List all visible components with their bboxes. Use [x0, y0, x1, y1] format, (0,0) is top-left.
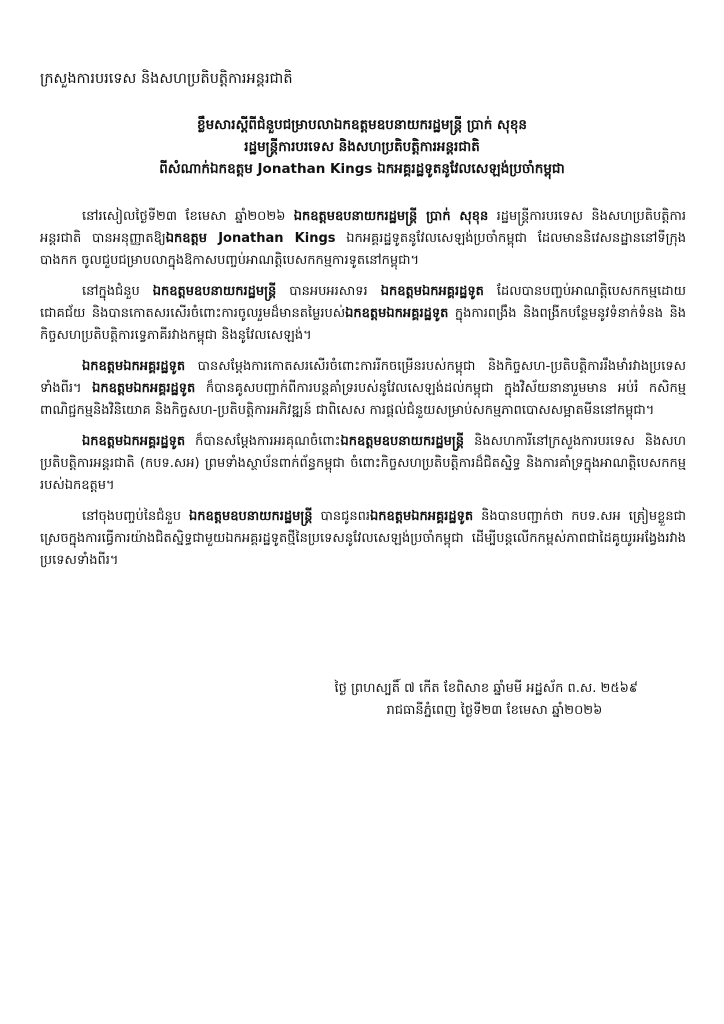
p2-text-c: បានអបអរសាទរ [276, 284, 381, 299]
p5-text-a: នៅចុងបញ្ចប់នៃជំនួប [82, 509, 189, 524]
p3-bold-c: ឯកឧត្តមឯកអគ្គរដ្ឋទូត [92, 381, 196, 396]
p5-bold-d: ឯកឧត្តមឯកអគ្គរដ្ឋទូត [369, 509, 474, 524]
p1-text-e: ឯកអគ្គរដ្ឋទូតនូវែលសេឡង់ប្រចាំកម្ពុជា ដែលមាននិវេសនដ្ឋាននៅទីក្រុងបាងកក ចូលជួបជម្រាបលាក្នុងឱកាសបញ្ចប់អាណត្តិបេសកកម្មការទូតនៅកម្ពុជា។ [40, 231, 686, 268]
p3-text-d: ក៏បានគូសបញ្ជាក់ពីការបន្តគាំទ្ររបស់នូវែលសេឡង់ដល់កម្ពុជា ក្នុងវិស័យនានារួមមាន អប់រំ កសិកម្ម ពាណិជ្ជកម្មនិងវិនិយោគ និងកិច្ចសហ-ប្រតិបត្តិការអភិវឌ្ឍន៍ ជាពិសេស ការផ្តល់ជំនួយសម្រាប់សកម្មភាពបោសសម្អាតមីននៅកម្ពុជា។ [40, 381, 686, 418]
p2-bold-d: ឯកឧត្តមឯកអគ្គរដ្ឋទូត [380, 284, 484, 299]
document-body [40, 206, 686, 581]
paragraph-3 [40, 356, 686, 422]
p5-text-c: បានជូនពរ [312, 509, 370, 524]
p1-text-c: រដ្ឋមន្ត្រីការបរទេស និងសហប្រតិបត្តិការអន្តរជាតិ បានអនុញ្ញាតឱ្យ [40, 209, 686, 246]
p1-text-a: នៅរសៀលថ្ងៃទី២៣ ខែមេសា ឆ្នាំ២០២៦ [82, 209, 294, 224]
p2-text-g: ក្នុងការពង្រឹង និងពង្រីកបន្ថែមនូវទំនាក់ទំនង និងកិច្ចសហប្រតិបត្តិការទ្វេភាគីរវាងកម្ពុជា និងនូវែលសេឡង់។ [40, 306, 686, 343]
date-place: រាជធានីភ្នំពេញ ថ្ងៃទី២៣ ខែមេសា ឆ្នាំ២០២៦ [386, 703, 603, 718]
p5-bold-b: ឯកឧត្តមឧបនាយករដ្ឋមន្ត្រី [188, 509, 313, 524]
p2-bold-f: ឯកឧត្តមឯកអគ្គរដ្ឋទូត [345, 306, 449, 321]
p5-text-e: និងបានបញ្ជាក់ថា កបទ.សអ ត្រៀមខ្លួនជាស្រេចក្នុងការធ្វើការយ៉ាងជិតស្និទ្ធជាមួយឯកអគ្គរដ្ឋទូតថ្មីនៃប្រទេសនូវែលសេឡង់ប្រចាំកម្ពុជា ដើម្បីបន្តលើកកម្ពស់ភាពជាដៃគូយូរអង្វែងរវាងប្រទេសទាំងពីរ។ [40, 509, 686, 568]
p4-bold-c: ឯកឧត្តមឧបនាយករដ្ឋមន្ត្រី [340, 434, 465, 449]
title-line-2: រដ្ឋមន្ត្រីការបរទេស និងសហប្រតិបត្តិការអន្តរជាតិ [244, 139, 480, 155]
p4-text-d: និងសហការីនៅក្រសួងការបរទេស និងសហប្រតិបត្តិការអន្តរជាតិ (កបទ.សអ) ព្រមទាំងស្ថាប័នពាក់ព័ន្ធកម្ពុជា ចំពោះកិច្ចសហប្រតិបត្តិការដ៏ជិតស្និទ្ធ និងការគាំទ្រក្នុងអាណត្តិបេសកកម្មរបស់ឯកឧត្តម។ [40, 434, 686, 493]
p1-bold-d: ឯកឧត្តម Jonathan Kings [165, 231, 336, 246]
p4-bold-a: ឯកឧត្តមឯកអគ្គរដ្ឋទូត [82, 434, 186, 449]
p2-text-e: ដែលបានបញ្ចប់អាណត្តិបេសកកម្មដោយជោគជ័យ និងបានកោតសរសើរចំពោះការចូលរួមដ៏មានតម្លៃរបស់ [40, 284, 686, 321]
p1-bold-b: ឯកឧត្តមឧបនាយករដ្ឋមន្ត្រី ប្រាក់ សុខុន [293, 209, 489, 224]
p2-bold-b: ឯកឧត្តមឧបនាយករដ្ឋមន្ត្រី [152, 284, 277, 299]
p4-text-b: ក៏បានសម្តែងការអរគុណចំពោះ [185, 434, 341, 449]
title-line-3: ពីសំណាក់ឯកឧត្តម Jonathan Kings ឯកអគ្គរដ្ឋទូតនូវែលសេឡង់ប្រចាំកម្ពុជា [159, 161, 565, 177]
paragraph-4 [40, 431, 686, 497]
paragraph-5 [40, 506, 686, 572]
paragraph-2 [40, 281, 686, 347]
signature-block [335, 678, 638, 722]
p3-bold-a: ឯកឧត្តមឯកអគ្គរដ្ឋទូត [82, 359, 186, 374]
p2-text-a: នៅក្នុងជំនួប [82, 284, 153, 299]
document-title [40, 114, 684, 180]
title-line-1: ខ្លឹមសារស្តីពីជំនួបជម្រាបលាឯកឧត្តមឧបនាយករដ្ឋមន្ត្រី ប្រាក់ សុខុន [197, 117, 527, 133]
p3-text-b: បានសម្តែងការកោតសរសើរចំពោះការរីកចម្រើនរបស់កម្ពុជា និងកិច្ចសហ-ប្រតិបត្តិការរឹងមាំរវាងប្រទេសទាំងពីរ។ [40, 359, 686, 396]
date-lunar: ថ្ងៃ ព្រហស្បតិ៍ ៧ កើត ខែពិសាខ ឆ្នាំមមី អដ្ឋស័ក ព.ស. ២៥៦៩ [334, 681, 638, 696]
ministry-header: ក្រសួងការបរទេស និងសហប្រតិបត្តិការអន្តរជាតិ [40, 71, 293, 87]
paragraph-1 [40, 206, 686, 272]
